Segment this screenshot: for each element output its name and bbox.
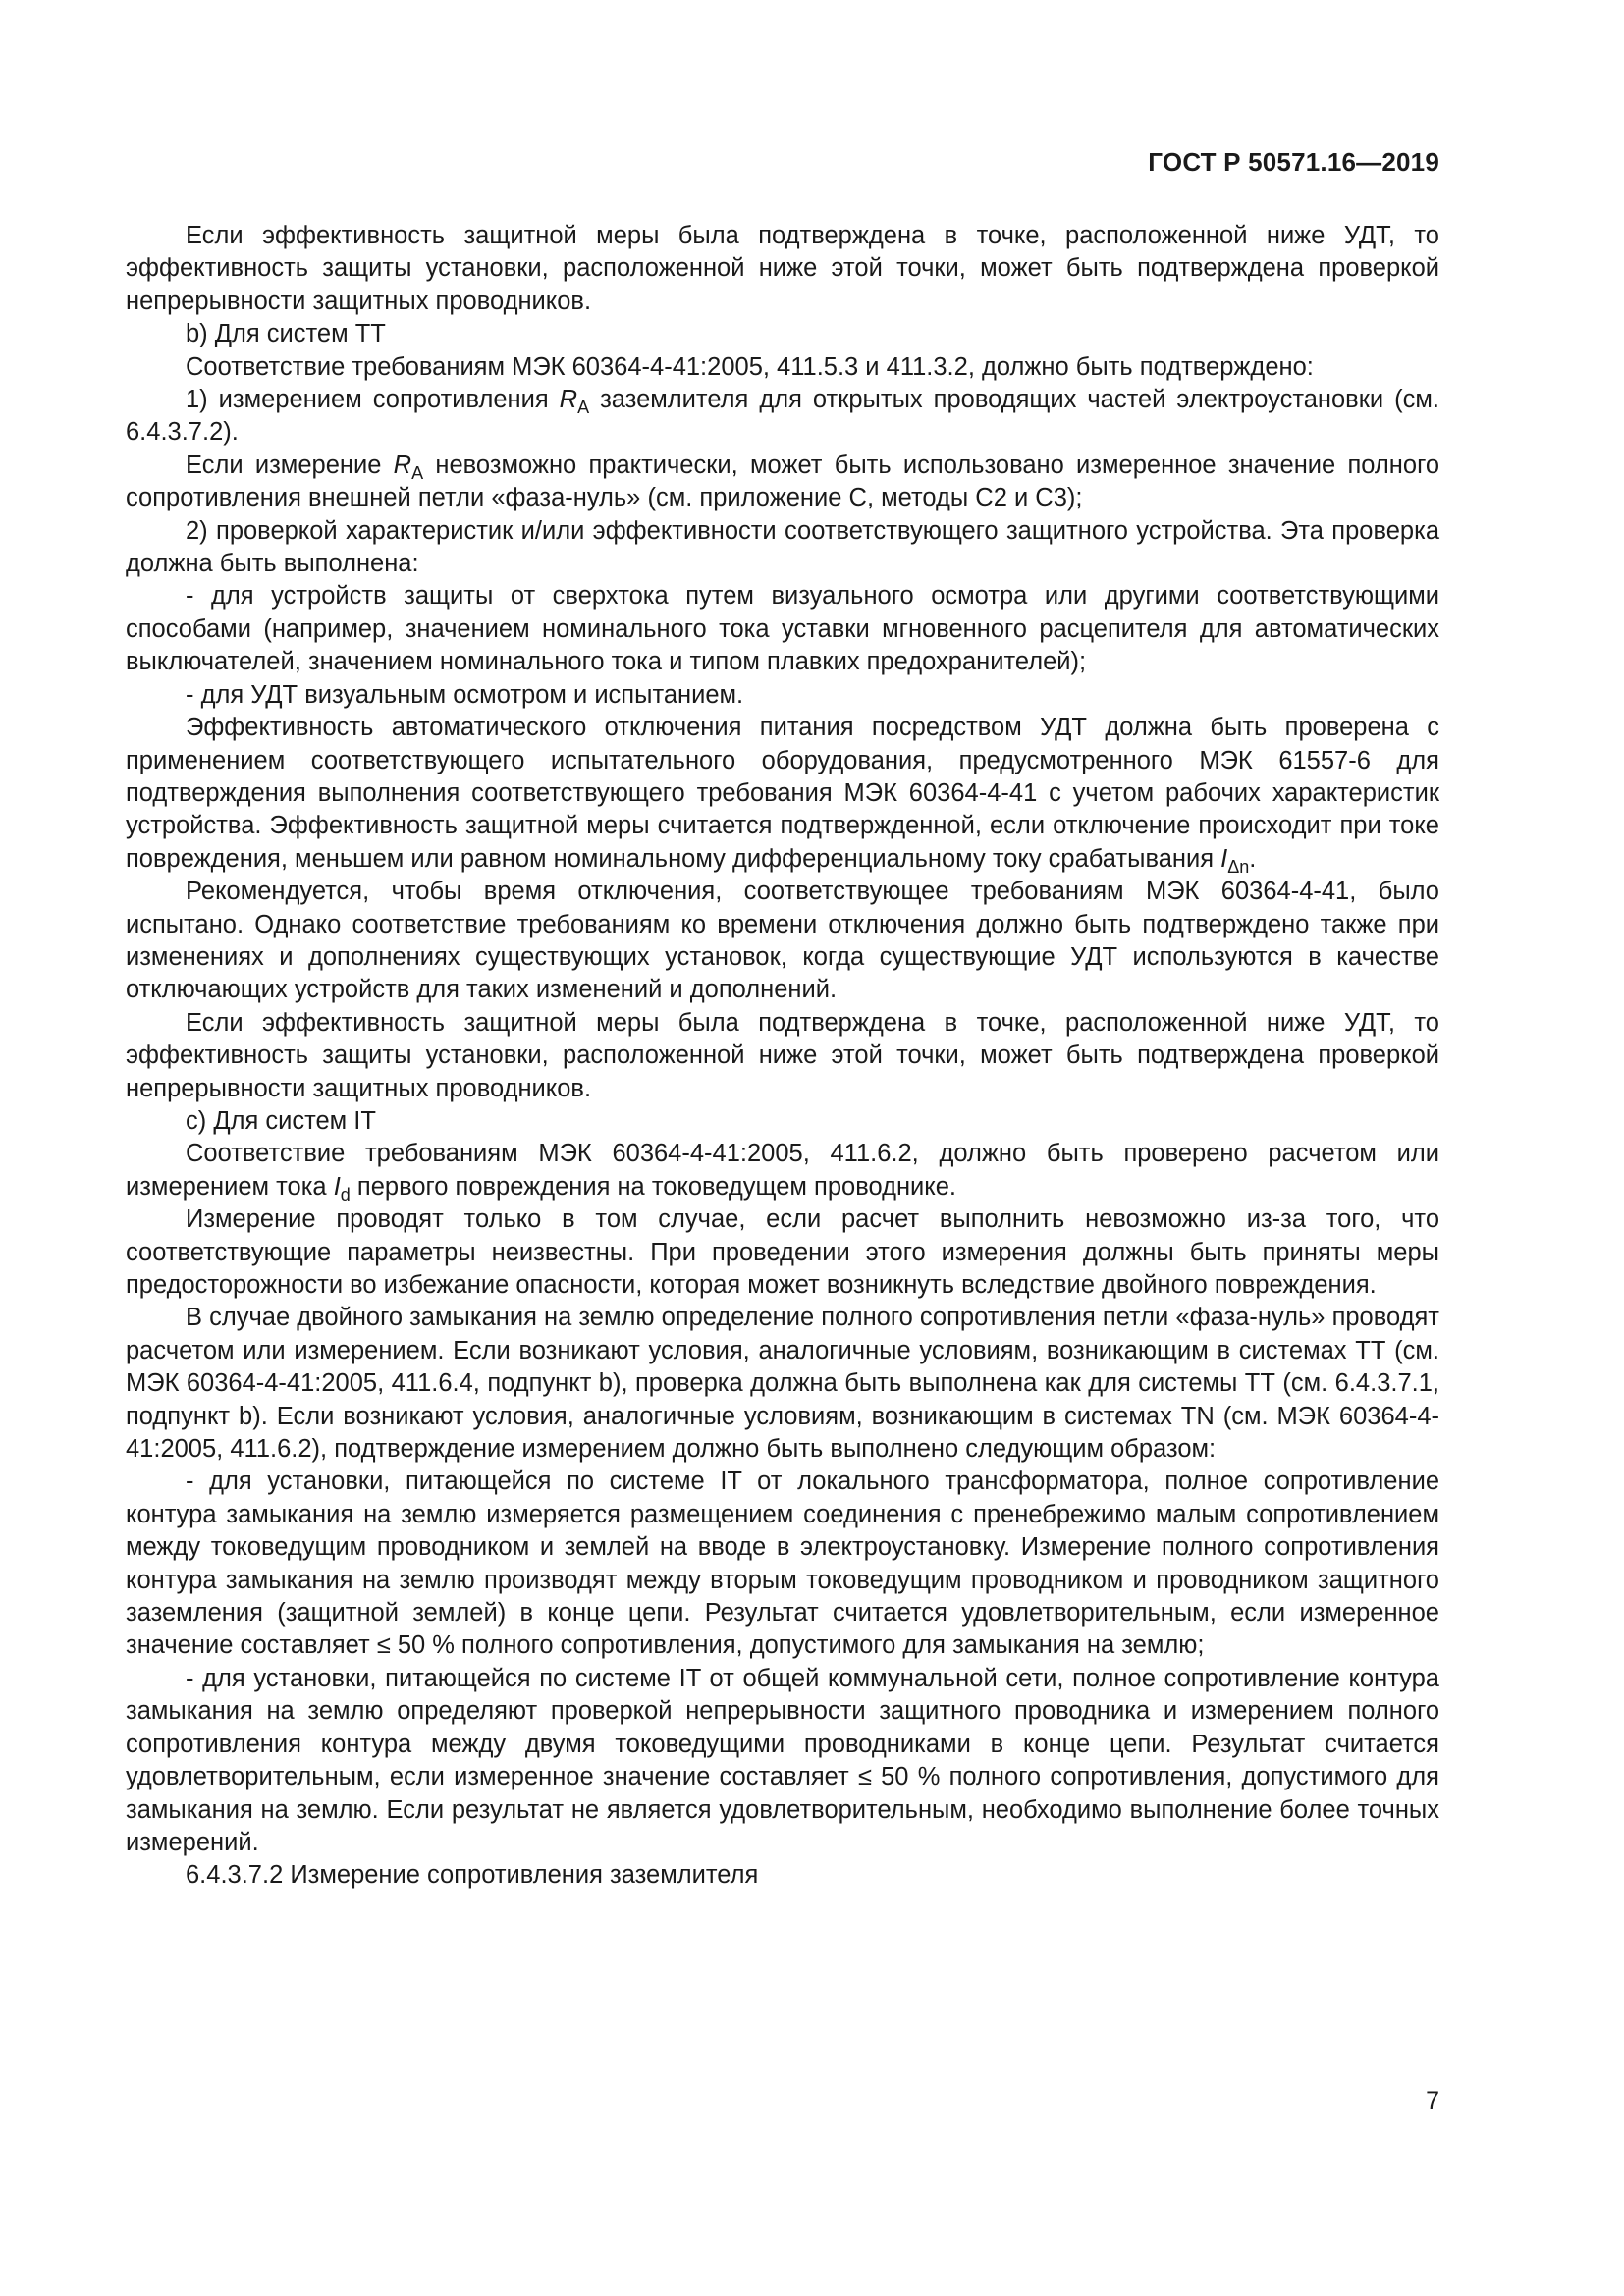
section-heading-tt: b) Для систем ТТ <box>186 320 386 348</box>
dash-item: - для устройств защиты от сверхтока путем визуального осмотра или другими соответствующими способами (например, значением номинального тока уставки мгновенного расцепителя для автоматических выключателей, значением номинального тока и типом плавких предохранителей); <box>126 582 1439 676</box>
subscript-a: A <box>577 398 590 418</box>
paragraph: Рекомендуется, чтобы время отключения, соответствующее требованиям МЭК 60364-4-41, было испытано. Однако соответствие требованиям ко времени отключения должно быть подтверждено также при изменениях и дополнениях существующих установок, когда существующие УДТ используются в качестве отключающих устройств для таких изменений и дополнений. <box>126 878 1439 1004</box>
variable-i: I <box>333 1172 341 1201</box>
page-number: 7 <box>1426 2087 1439 2114</box>
paragraph: Эффективность автоматического отключения питания посредством УДТ должна быть проверена с применением соответствующего испытательного оборудования, предусмотренного МЭК 61557-6 для подтверждения выполнения соответствующего требования МЭК 60364-4-41 с учетом рабочих характеристик устройства. Эффективность защитной меры считается подтвержденной, если отключение происходит при токе повреждения, меньшем или равном номинальному дифференциальному току срабатывания $I_{\Delta n}$. <box>126 714 1439 877</box>
variable-r: R <box>393 451 412 479</box>
paragraph: Измерение проводят только в том случае, если расчет выполнить невозможно из-за того, что соответствующие параметры неизвестны. При проведении этого измерения должны быть приняты меры предосторожности во избежание опасности, которая может возникнуть вследствие двойного повреждения. <box>126 1205 1439 1299</box>
paragraph: Если измерение $R_A$ невозможно практически, может быть использовано измеренное значение полного сопротивления внешней петли «фаза-нуль» (см. приложение С, методы С2 и С3); <box>126 451 1439 512</box>
list-item-1: 1) измерением сопротивления $R_A$ заземлителя для открытых проводящих частей электроустановки (см. 6.4.3.7.2). <box>126 386 1439 447</box>
subscript-delta-n: Δn <box>1227 856 1250 877</box>
variable-r: R <box>559 386 578 414</box>
document-id-header: ГОСТ Р 50571.16—2019 <box>1148 147 1439 177</box>
variable-i: I <box>1220 844 1228 873</box>
subscript-d: d <box>340 1184 351 1204</box>
subscript-a: A <box>411 462 424 483</box>
document-body <box>126 220 1439 1893</box>
paragraph: Если эффективность защитной меры была подтверждена в точке, расположенной ниже УДТ, то эффективность защиты установки, расположенной ниже этой точки, может быть подтверждена проверкой непрерывности защитных проводников. <box>126 1008 1439 1102</box>
paragraph: В случае двойного замыкания на землю определение полного сопротивления петли «фаза-нуль» проводят расчетом или измерением. Если возникают условия, аналогичные условиям, возникающим в системах ТТ (см. МЭК 60364-4-41:2005, 411.6.4, подпункт b), проверка должна быть выполнена как для системы ТТ (см. 6.4.3.7.1, подпункт b). Если возникают условия, аналогичные условиям, возникающим в системах TN (см. МЭК 60364-4-41:2005, 411.6.2), подтверждение измерением должно быть выполнено следующим образом: <box>126 1304 1439 1464</box>
dash-item: - для установки, питающейся по системе IT от общей коммунальной сети, полное сопротивление контура замыкания на землю определяют проверкой непрерывности защитного проводника и измерением полного сопротивления контура между двумя токоведущими проводниками в конце цепи. Результат считается удовлетворительным, если измеренное значение составляет ≤ 50 % полного сопротивления, допустимого для замыкания на землю. Если результат не является удовлетворительным, необходимо выполнение более точных измерений. <box>126 1664 1439 1856</box>
paragraph: Соответствие требованиям МЭК 60364-4-41:2005, 411.6.2, должно быть проверено расчетом или измерением тока $I_d$ первого повреждения на токоведущем проводнике. <box>126 1140 1439 1204</box>
dash-item: - для установки, питающейся по системе IT от локального трансформатора, полное сопротивление контура замыкания на землю измеряется размещением соединения с пренебрежимо малым сопротивлением между токоведущим проводником и землей на вводе в электроустановку. Измерение полного сопротивления контура замыкания на землю производят между вторым токоведущим проводником и проводником защитного заземления (защитной землей) в конце цепи. Результат считается удовлетворительным, если измеренное значение составляет ≤ 50 % полного сопротивления, допустимого для замыкания на землю; <box>126 1468 1439 1660</box>
subsection-heading: 6.4.3.7.2 Измерение сопротивления заземлителя <box>186 1861 759 1890</box>
list-item-2: 2) проверкой характеристик и/или эффективности соответствующего защитного устройства. Эта проверка должна быть выполнена: <box>126 516 1439 578</box>
section-heading-it: с) Для систем IT <box>186 1106 376 1135</box>
paragraph: Если эффективность защитной меры была подтверждена в точке, расположенной ниже УДТ, то эффективность защиты установки, расположенной ниже этой точки, может быть подтверждена проверкой непрерывности защитных проводников. <box>126 222 1439 315</box>
dash-item: - для УДТ визуальным осмотром и испытанием. <box>186 680 744 709</box>
paragraph: Соответствие требованиям МЭК 60364-4-41:2005, 411.5.3 и 411.3.2, должно быть подтверждено: <box>186 352 1314 381</box>
